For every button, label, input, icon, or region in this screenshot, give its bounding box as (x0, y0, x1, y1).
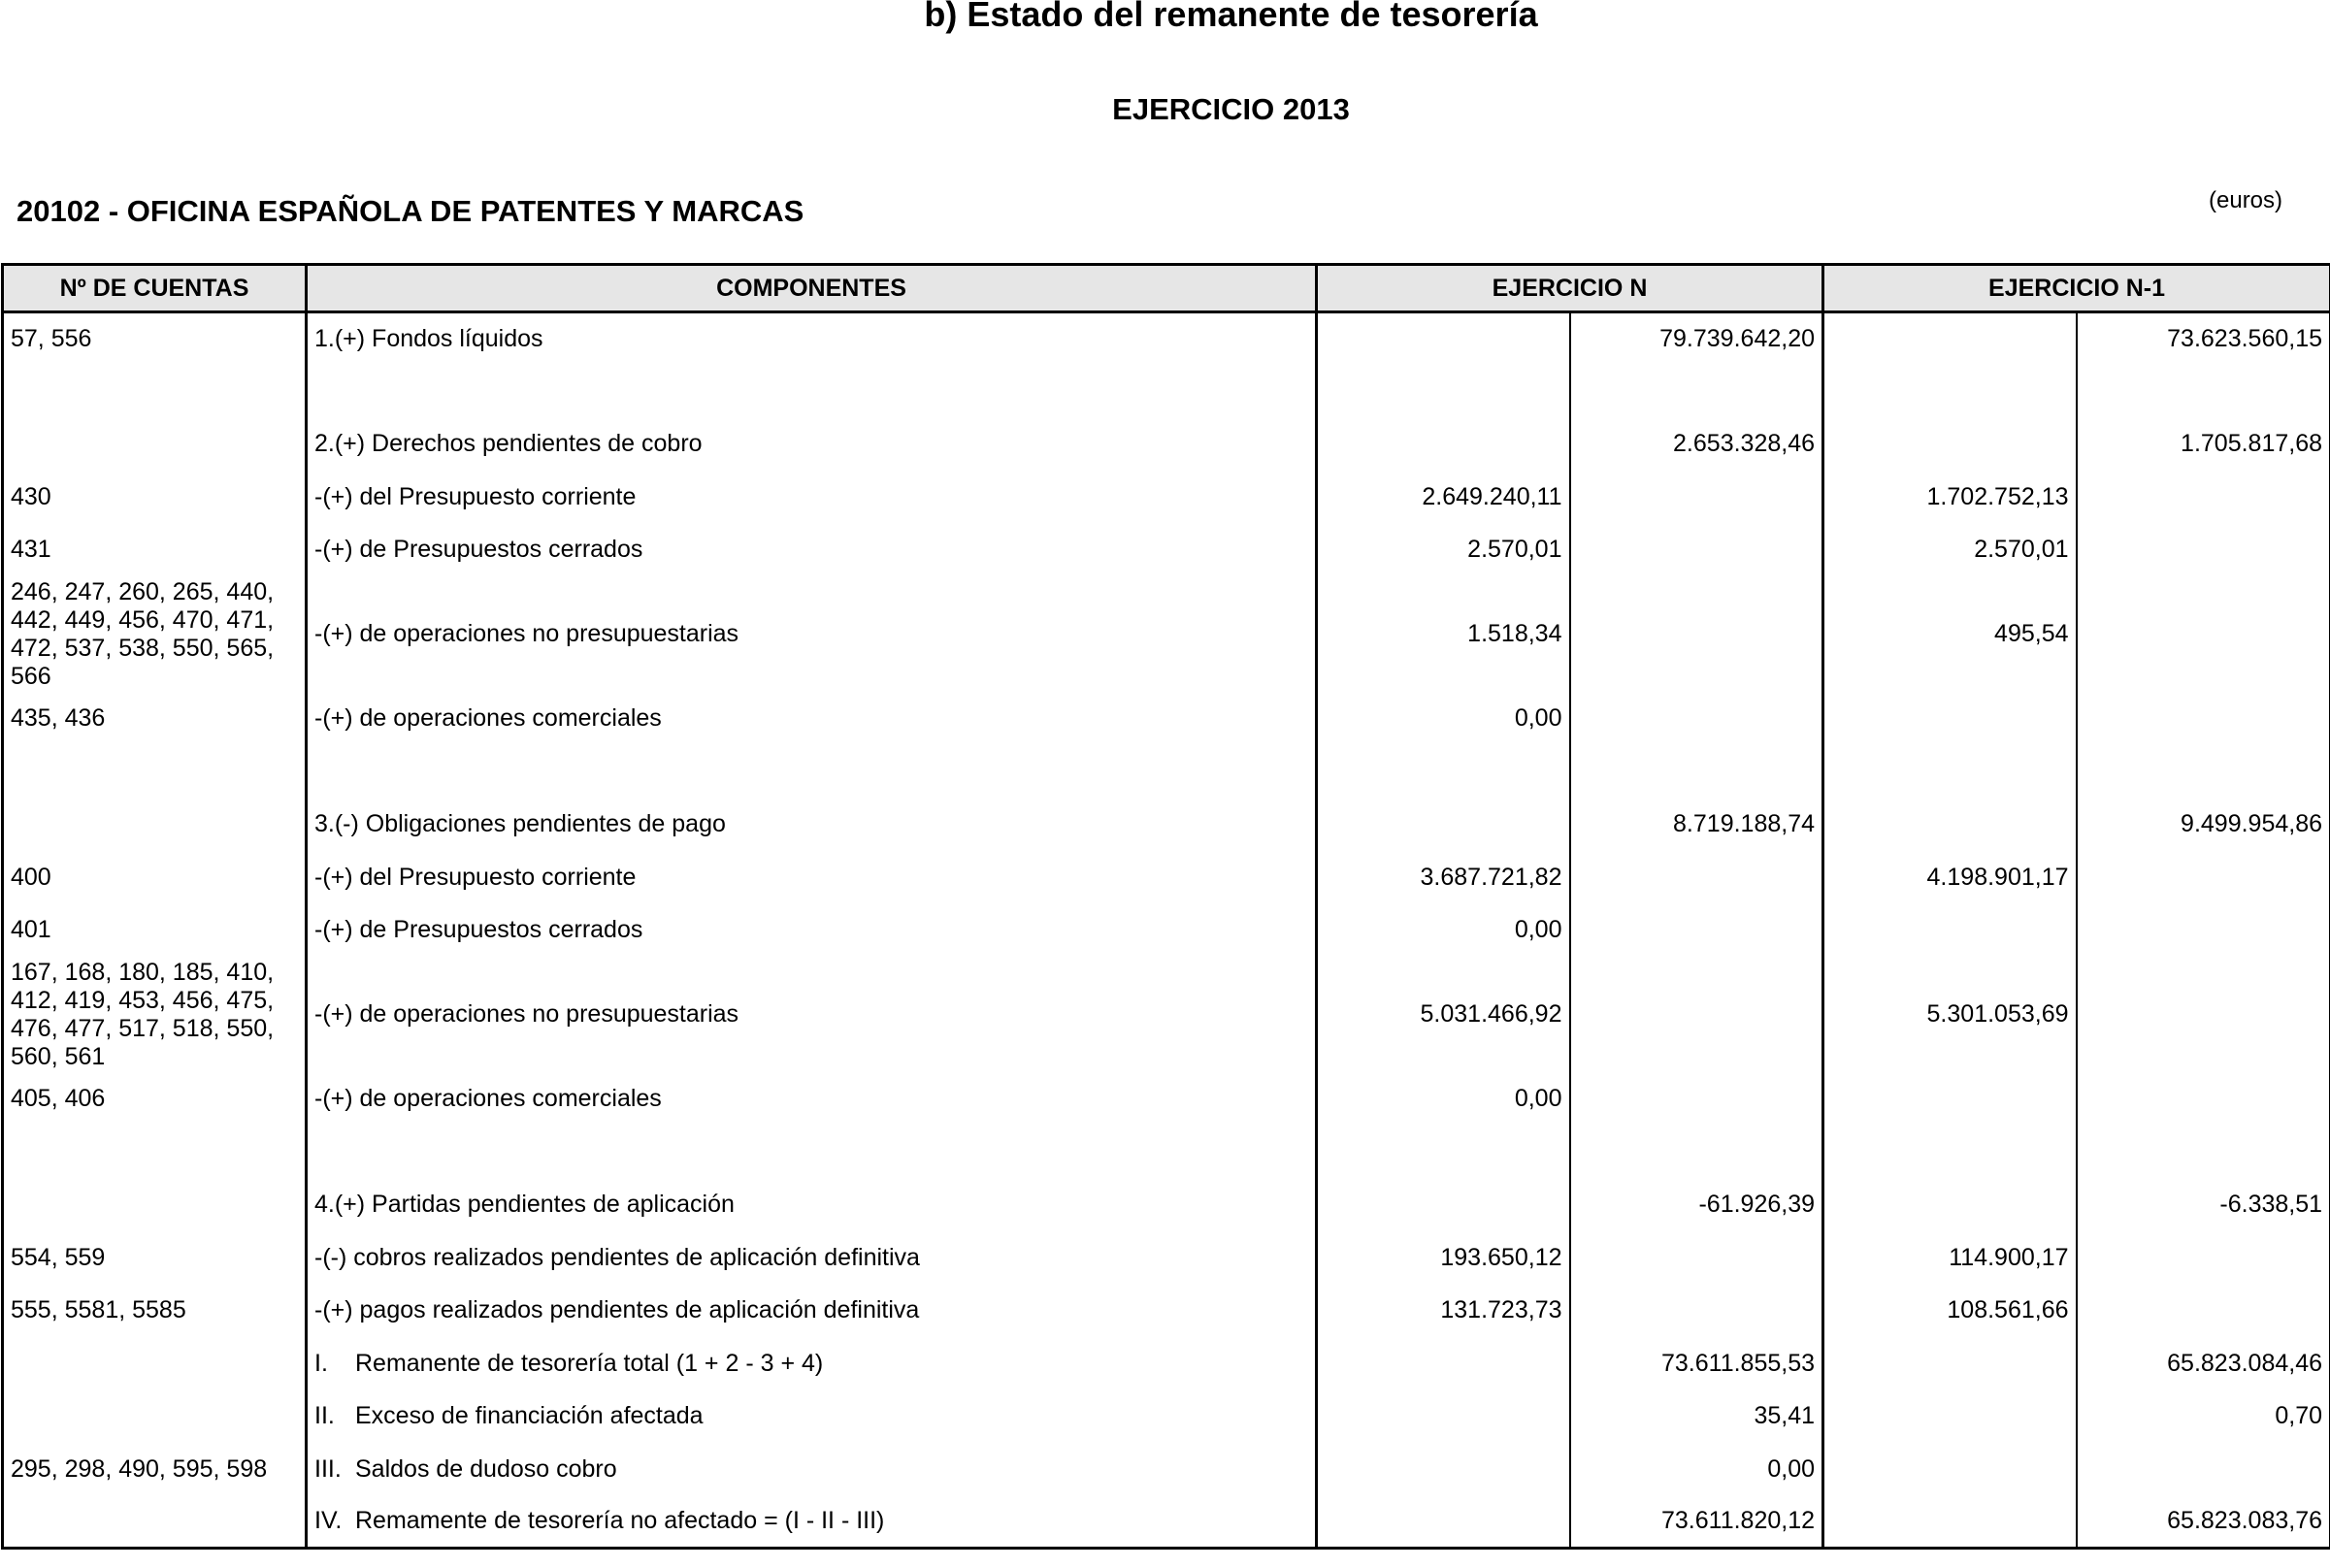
component-label: 4.(+) Partidas pendientes de aplicación (314, 1191, 735, 1218)
year-n-total-cell (1570, 524, 1823, 576)
year-n1-total-cell: 1.705.817,68 (2077, 418, 2330, 471)
component-label-cell (307, 957, 1317, 1073)
year-n1-total-cell: 65.823.083,76 (2077, 1496, 2330, 1549)
year-n1-total-cell (2077, 1285, 2330, 1337)
roman-numeral: IV. (314, 1507, 343, 1535)
accounts-cell: 431 (3, 524, 307, 576)
year-n1-total-cell (2077, 1073, 2330, 1126)
year-n-total-cell (1570, 904, 1823, 957)
entity-heading: 20102 - OFICINA ESPAÑOLA DE PATENTES Y MARCAS (16, 194, 804, 228)
year-n1-detail-cell (1823, 693, 2077, 745)
component-label-cell (307, 1390, 1317, 1443)
year-n1-detail-cell (1823, 1126, 2077, 1179)
table-row (3, 1231, 2330, 1285)
table-row (3, 365, 2330, 418)
year-n-total-cell: 73.611.820,12 (1570, 1496, 1823, 1549)
accounts-cell: 295, 298, 490, 595, 598 (3, 1443, 307, 1496)
component-label: -(+) de Presupuestos cerrados (314, 536, 643, 563)
year-n-total-cell: 8.719.188,74 (1570, 799, 1823, 851)
component-label-cell (307, 1179, 1317, 1231)
component-label: -(+) del Presupuesto corriente (314, 863, 637, 891)
year-n-total-cell (1570, 957, 1823, 1073)
table-row (3, 1126, 2330, 1179)
table-row (3, 524, 2330, 576)
accounts-cell: 401 (3, 904, 307, 957)
document-title: b) Estado del remanente de tesorería (924, 0, 1538, 34)
year-n1-detail-cell (1823, 418, 2077, 471)
year-n-detail-cell (1317, 1390, 1570, 1443)
year-n1-total-cell (2077, 524, 2330, 576)
accounts-cell: 246, 247, 260, 265, 440, 442, 449, 456, 470, 471, 472, 537, 538, 550, 565, 566 (3, 576, 307, 693)
year-n-detail-cell (1317, 1179, 1570, 1231)
component-label-cell (307, 471, 1317, 524)
year-n-total-cell: 79.739.642,20 (1570, 312, 1823, 365)
table-header-row (3, 265, 2330, 312)
year-n-detail-cell (1317, 1337, 1570, 1390)
accounts-cell: 405, 406 (3, 1073, 307, 1126)
year-n1-total-cell (2077, 365, 2330, 418)
year-n-detail-cell: 0,00 (1317, 693, 1570, 745)
year-n-total-cell (1570, 851, 1823, 904)
fiscal-year-heading: EJERCICIO 2013 (1112, 92, 1350, 126)
year-n-detail-cell (1317, 799, 1570, 851)
year-n1-detail-cell: 2.570,01 (1823, 524, 2077, 576)
accounts-cell (3, 799, 307, 851)
column-header-year-n: EJERCICIO N (1317, 265, 1823, 312)
accounts-cell (3, 1390, 307, 1443)
column-header-accounts: Nº DE CUENTAS (3, 265, 307, 312)
accounts-cell (3, 365, 307, 418)
year-n-detail-cell: 0,00 (1317, 904, 1570, 957)
year-n-total-cell: 2.653.328,46 (1570, 418, 1823, 471)
table-row (3, 693, 2330, 745)
accounts-cell (3, 1337, 307, 1390)
component-label: 3.(-) Obligaciones pendientes de pago (314, 810, 726, 837)
year-n1-detail-cell: 1.702.752,13 (1823, 471, 2077, 524)
year-n1-total-cell (2077, 693, 2330, 745)
year-n1-detail-cell (1823, 1073, 2077, 1126)
table-row (3, 851, 2330, 904)
component-label-cell (307, 1496, 1317, 1549)
year-n1-total-cell (2077, 1231, 2330, 1285)
component-label: 2.(+) Derechos pendientes de cobro (314, 430, 703, 457)
year-n1-total-cell (2077, 745, 2330, 799)
component-label-cell (307, 1443, 1317, 1496)
year-n1-detail-cell (1823, 365, 2077, 418)
accounts-cell: 435, 436 (3, 693, 307, 745)
year-n1-detail-cell: 108.561,66 (1823, 1285, 2077, 1337)
component-label: -(+) de operaciones comerciales (314, 1085, 662, 1112)
accounts-cell: 400 (3, 851, 307, 904)
roman-numeral: III. (314, 1454, 342, 1483)
year-n1-detail-cell (1823, 799, 2077, 851)
component-label-cell (307, 904, 1317, 957)
year-n1-detail-cell: 5.301.053,69 (1823, 957, 2077, 1073)
accounts-cell: 430 (3, 471, 307, 524)
table-row (3, 1443, 2330, 1496)
accounts-cell (3, 745, 307, 799)
table-row (3, 957, 2330, 1073)
component-label: -(+) de operaciones no presupuestarias (314, 1000, 739, 1028)
year-n-detail-cell (1317, 1126, 1570, 1179)
component-label: 1.(+) Fondos líquidos (314, 324, 543, 352)
year-n-detail-cell (1317, 418, 1570, 471)
component-label: -(+) de operaciones comerciales (314, 704, 662, 732)
year-n-total-cell: -61.926,39 (1570, 1179, 1823, 1231)
year-n1-total-cell (2077, 851, 2330, 904)
year-n1-total-cell (2077, 471, 2330, 524)
component-label-cell (307, 1073, 1317, 1126)
accounts-cell: 555, 5581, 5585 (3, 1285, 307, 1337)
table-row (3, 1073, 2330, 1126)
year-n1-total-cell: 73.623.560,15 (2077, 312, 2330, 365)
year-n-total-cell (1570, 576, 1823, 693)
component-label: -(+) de Presupuestos cerrados (314, 916, 643, 943)
year-n-detail-cell (1317, 365, 1570, 418)
year-n-total-cell (1570, 1126, 1823, 1179)
component-label-cell (307, 365, 1317, 418)
component-label-cell (307, 851, 1317, 904)
accounts-cell: 554, 559 (3, 1231, 307, 1285)
table-row (3, 1285, 2330, 1337)
column-header-year-n1: EJERCICIO N-1 (1823, 265, 2330, 312)
component-label-cell (307, 524, 1317, 576)
accounts-cell: 57, 556 (3, 312, 307, 365)
table-row (3, 418, 2330, 471)
year-n-detail-cell: 131.723,73 (1317, 1285, 1570, 1337)
year-n-total-cell (1570, 1231, 1823, 1285)
year-n1-total-cell: 65.823.084,46 (2077, 1337, 2330, 1390)
table-row (3, 904, 2330, 957)
year-n1-total-cell (2077, 1443, 2330, 1496)
component-label-cell (307, 745, 1317, 799)
year-n1-total-cell (2077, 957, 2330, 1073)
table-row (3, 1179, 2330, 1231)
year-n-total-cell (1570, 365, 1823, 418)
year-n-detail-cell (1317, 745, 1570, 799)
component-label-cell (307, 799, 1317, 851)
year-n1-detail-cell (1823, 1179, 2077, 1231)
accounts-cell (3, 418, 307, 471)
component-label-cell (307, 418, 1317, 471)
component-label: -(+) del Presupuesto corriente (314, 482, 637, 510)
year-n-total-cell: 35,41 (1570, 1390, 1823, 1443)
year-n1-detail-cell (1823, 1390, 2077, 1443)
table-row (3, 471, 2330, 524)
component-label-cell (307, 1337, 1317, 1390)
year-n-detail-cell (1317, 1496, 1570, 1549)
table-row (3, 1337, 2330, 1390)
component-label: Saldos de dudoso cobro (355, 1454, 617, 1483)
component-label: -(-) cobros realizados pendientes de aplicación definitiva (314, 1243, 920, 1271)
table-row (3, 1390, 2330, 1443)
table-row (3, 1496, 2330, 1549)
year-n-detail-cell (1317, 1443, 1570, 1496)
year-n-detail-cell: 2.649.240,11 (1317, 471, 1570, 524)
component-label-cell (307, 576, 1317, 693)
year-n-total-cell (1570, 745, 1823, 799)
table-body (3, 312, 2330, 1549)
year-n1-total-cell: 9.499.954,86 (2077, 799, 2330, 851)
year-n1-total-cell (2077, 1126, 2330, 1179)
roman-numeral: I. (314, 1349, 328, 1377)
accounts-cell (3, 1126, 307, 1179)
year-n-detail-cell: 0,00 (1317, 1073, 1570, 1126)
year-n1-detail-cell (1823, 745, 2077, 799)
treasury-remainder-table (1, 263, 2330, 1550)
year-n1-detail-cell (1823, 904, 2077, 957)
year-n-total-cell (1570, 693, 1823, 745)
year-n-detail-cell (1317, 312, 1570, 365)
component-label: -(+) pagos realizados pendientes de aplicación definitiva (314, 1296, 920, 1323)
year-n-total-cell (1570, 1073, 1823, 1126)
roman-numeral: II. (314, 1402, 335, 1429)
year-n1-detail-cell (1823, 1443, 2077, 1496)
accounts-cell: 167, 168, 180, 185, 410, 412, 419, 453, 456, 475, 476, 477, 517, 518, 550, 560, 561 (3, 957, 307, 1073)
year-n1-total-cell: -6.338,51 (2077, 1179, 2330, 1231)
year-n-detail-cell: 1.518,34 (1317, 576, 1570, 693)
units-label: (euros) (2209, 187, 2283, 213)
year-n-detail-cell: 193.650,12 (1317, 1231, 1570, 1285)
component-label-cell (307, 1231, 1317, 1285)
year-n1-detail-cell (1823, 312, 2077, 365)
table-row (3, 576, 2330, 693)
column-header-components: COMPONENTES (307, 265, 1317, 312)
component-label-cell (307, 312, 1317, 365)
year-n1-detail-cell (1823, 1496, 2077, 1549)
year-n1-detail-cell: 4.198.901,17 (1823, 851, 2077, 904)
accounts-cell (3, 1179, 307, 1231)
year-n-total-cell (1570, 1285, 1823, 1337)
year-n-total-cell: 73.611.855,53 (1570, 1337, 1823, 1390)
component-label: Remanente de tesorería total (1 + 2 - 3 + 4) (355, 1349, 824, 1377)
year-n1-detail-cell: 495,54 (1823, 576, 2077, 693)
component-label: Remamente de tesorería no afectado = (I - II - III) (355, 1507, 885, 1535)
component-label-cell (307, 693, 1317, 745)
year-n1-total-cell (2077, 904, 2330, 957)
table-row (3, 799, 2330, 851)
year-n-detail-cell: 2.570,01 (1317, 524, 1570, 576)
year-n1-detail-cell: 114.900,17 (1823, 1231, 2077, 1285)
year-n1-total-cell: 0,70 (2077, 1390, 2330, 1443)
table-row (3, 312, 2330, 365)
year-n-total-cell (1570, 471, 1823, 524)
year-n1-total-cell (2077, 576, 2330, 693)
accounts-cell (3, 1496, 307, 1549)
component-label-cell (307, 1285, 1317, 1337)
year-n1-detail-cell (1823, 1337, 2077, 1390)
year-n-detail-cell: 3.687.721,82 (1317, 851, 1570, 904)
component-label: Exceso de financiación afectada (355, 1402, 704, 1429)
year-n-total-cell: 0,00 (1570, 1443, 1823, 1496)
component-label: -(+) de operaciones no presupuestarias (314, 620, 739, 647)
year-n-detail-cell: 5.031.466,92 (1317, 957, 1570, 1073)
component-label-cell (307, 1126, 1317, 1179)
table-row (3, 745, 2330, 799)
